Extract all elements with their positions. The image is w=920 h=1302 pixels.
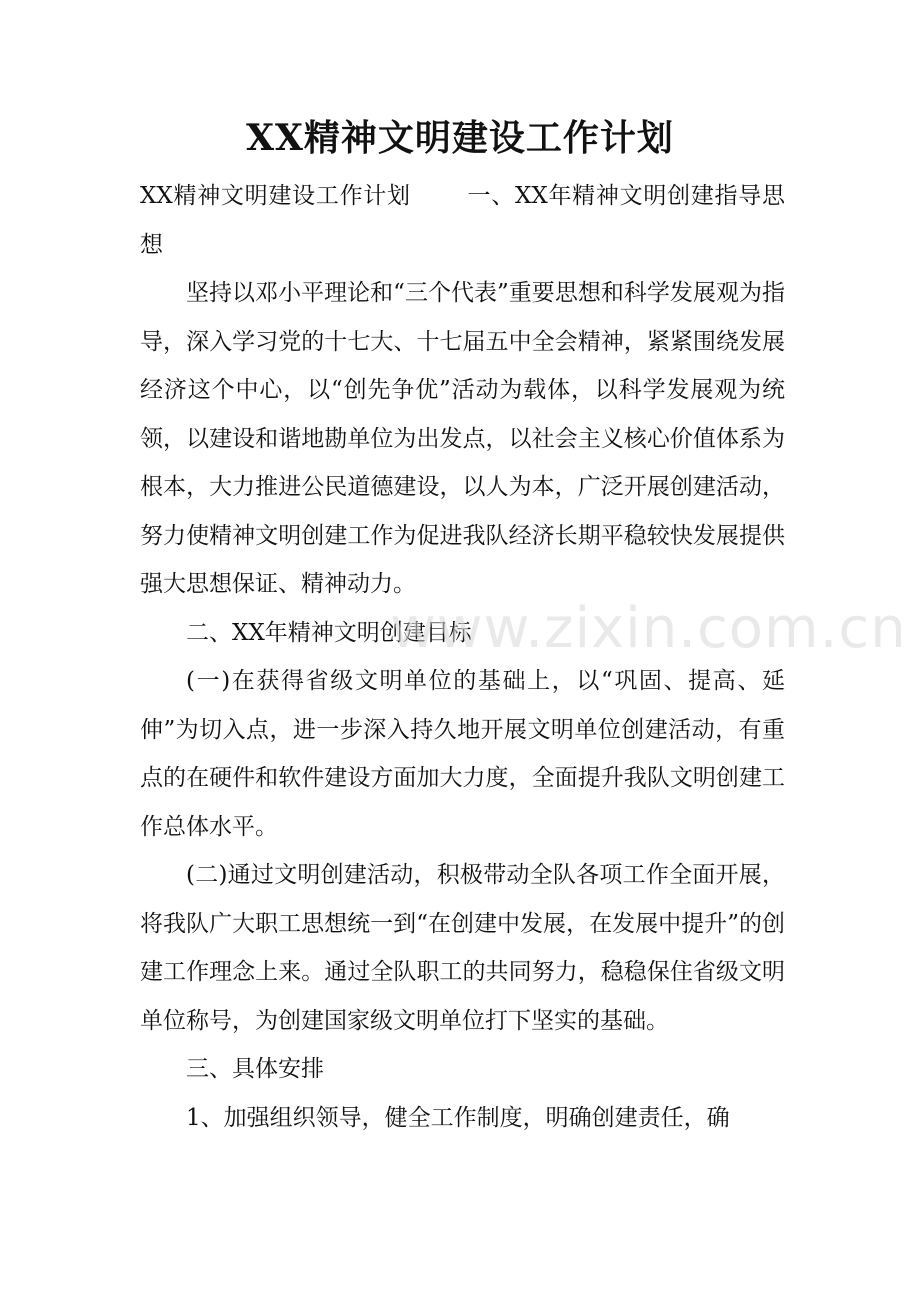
paragraph-guiding-ideology: 坚持以邓小平理论和“三个代表”重要思想和科学发展观为指导，深入学习党的十七大、十七届五中全会精神，紧紧围绕发展经济这个中心，以“创先争优”活动为载体，以科学发展观为统领，以建设和谐地勘单位为出发点，以社会主义核心价值体系为根本，大力推进公民道德建设，以人为本，广泛开展创建活动，努力使精神文明创建工作为促进我队经济长期平稳较快发展提供强大思想保证、精神动力。 <box>140 280 785 597</box>
paragraph-arrangement-one: 1、加强组织领导，健全工作制度，明确创建责任，确 <box>186 1104 730 1131</box>
paragraph-goal-one: (一)在获得省级文明单位的基础上，以“巩固、提高、延伸”为切入点，进一步深入持久地开展文明单位创建活动，有重点的在硬件和软件建设方面加大力度，全面提升我队文明创建工作总体水平。 <box>140 668 785 840</box>
intro-title-repeat: XX精神文明建设工作计划 <box>140 183 411 209</box>
intro-paragraph <box>140 172 785 269</box>
section-three-heading: 三、具体安排 <box>186 1056 324 1082</box>
section-one-heading: 一、XX年精神文明创建指导思想 <box>140 183 786 258</box>
paragraph-goal-two: (二)通过文明创建活动，积极带动全队各项工作全面开展，将我队广大职工思想统一到“在创建中发展，在发展中提升”的创建工作理念上来。通过全队职工的共同努力，稳稳保住省级文明单位称号，为创建国家级文明单位打下坚实的基础。 <box>140 862 785 1034</box>
watermark: www.zixin.com.cn <box>390 596 907 661</box>
document-title: XX精神文明建设工作计划 <box>246 117 674 159</box>
section-two-heading: 二、XX年精神文明创建目标 <box>186 619 472 646</box>
document-body <box>140 172 785 1142</box>
